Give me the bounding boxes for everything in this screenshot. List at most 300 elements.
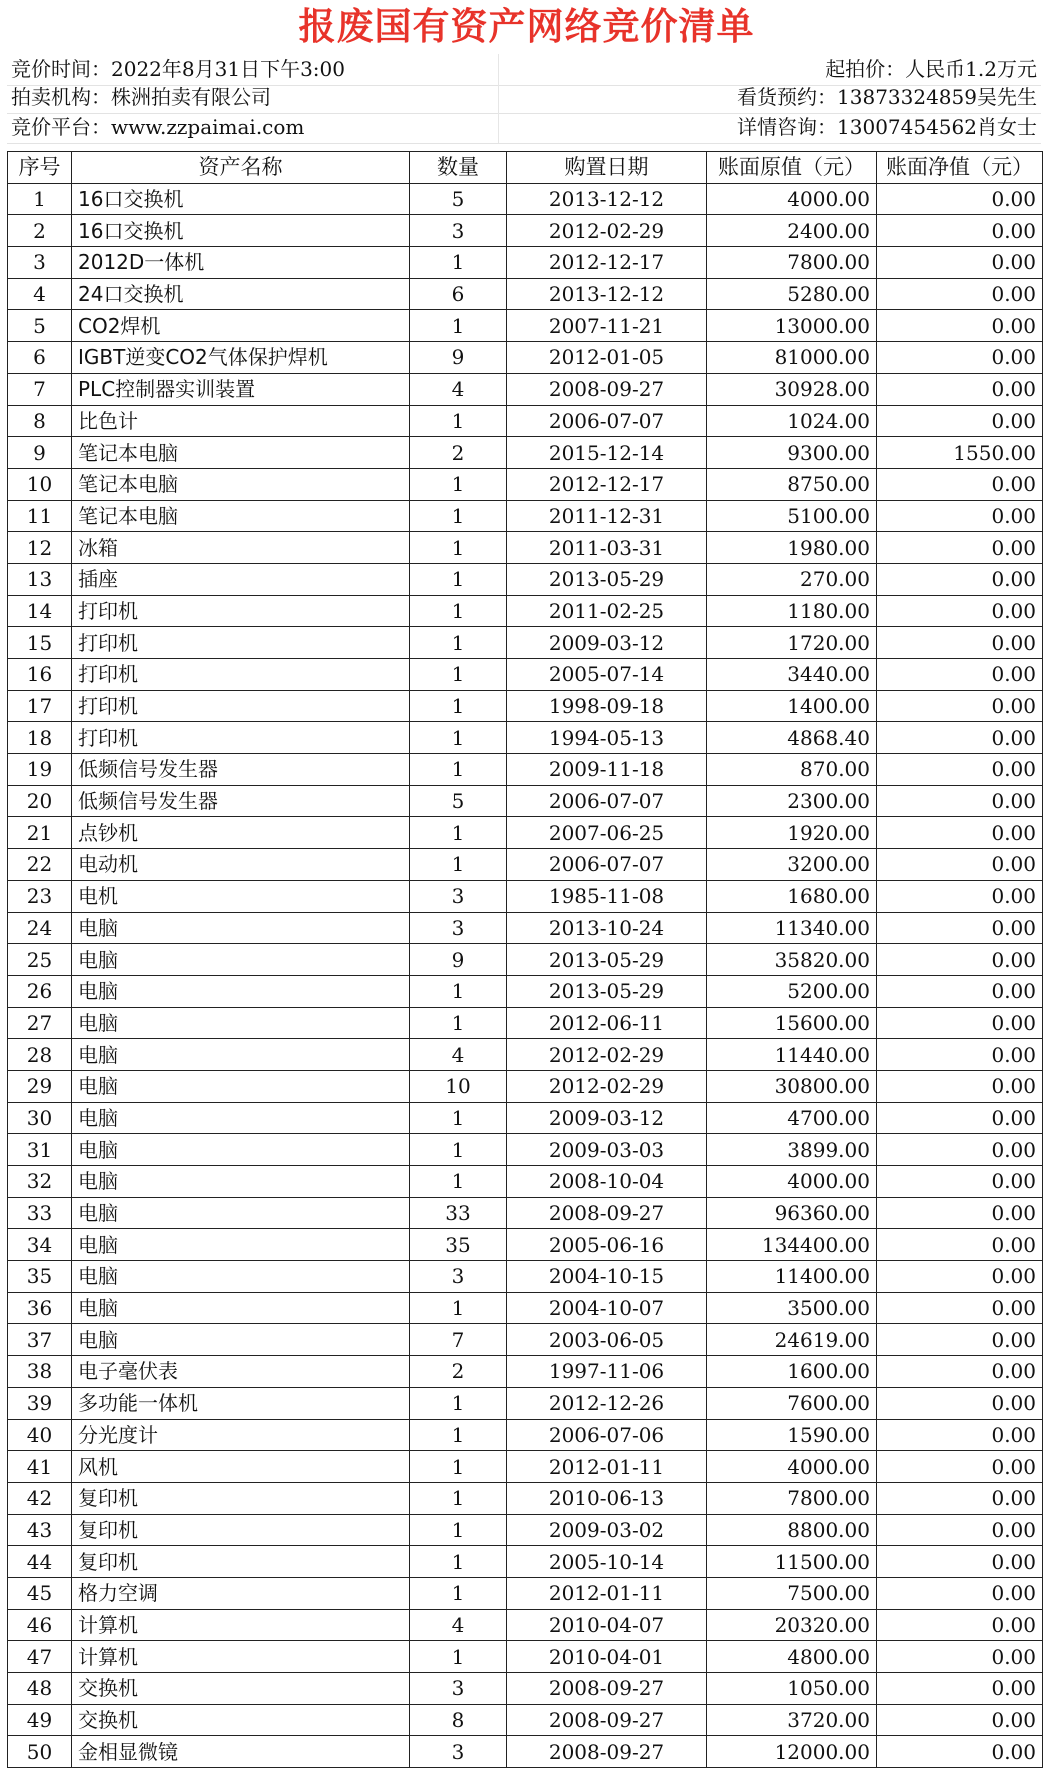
table-row: [8, 215, 1043, 247]
row-index-cell: 23: [8, 880, 72, 912]
quantity-cell: 2: [410, 1356, 507, 1388]
quantity-cell: 1: [410, 1166, 507, 1198]
quantity-cell: 1: [410, 1007, 507, 1039]
asset-name-cell: 16口交换机: [72, 215, 410, 247]
table-row: [8, 1609, 1043, 1641]
table-row: [8, 310, 1043, 342]
quantity-cell: 1: [410, 595, 507, 627]
table-row: [8, 659, 1043, 691]
net-value-cell: 0.00: [877, 627, 1043, 659]
purchase-date-cell: 1997-11-06: [507, 1356, 707, 1388]
purchase-date-cell: 2005-07-14: [507, 659, 707, 691]
asset-name-cell: 电脑: [72, 1007, 410, 1039]
info-divider: [498, 54, 499, 85]
original-value-cell: 30800.00: [707, 1070, 877, 1102]
net-value-cell: 0.00: [877, 912, 1043, 944]
asset-name-cell: 打印机: [72, 722, 410, 754]
net-value-cell: 0.00: [877, 1546, 1043, 1578]
quantity-cell: 35: [410, 1229, 507, 1261]
quantity-cell: 1: [410, 1292, 507, 1324]
original-value-cell: 35820.00: [707, 944, 877, 976]
purchase-date-cell: 2012-01-05: [507, 342, 707, 374]
table-row: [8, 1292, 1043, 1324]
net-value-cell: 0.00: [877, 975, 1043, 1007]
page-title: 报废国有资产网络竞价清单: [298, 5, 755, 48]
quantity-cell: 3: [410, 880, 507, 912]
asset-name-cell: 电脑: [72, 912, 410, 944]
table-row: [8, 1546, 1043, 1578]
net-value-cell: 0.00: [877, 1514, 1043, 1546]
net-value-cell: 0.00: [877, 659, 1043, 691]
net-value-cell: 0.00: [877, 722, 1043, 754]
quantity-cell: 1: [410, 1514, 507, 1546]
asset-name-cell: 电脑: [72, 1324, 410, 1356]
asset-name-cell: 电脑: [72, 1070, 410, 1102]
table-row: [8, 785, 1043, 817]
purchase-date-cell: 2008-09-27: [507, 1673, 707, 1705]
quantity-cell: 1: [410, 975, 507, 1007]
table-row: [8, 1324, 1043, 1356]
asset-name-cell: 打印机: [72, 627, 410, 659]
auction-time: 竞价时间：2022年8月31日下午3:00: [11, 57, 345, 81]
quantity-cell: 1: [410, 690, 507, 722]
quantity-cell: 1: [410, 310, 507, 342]
asset-name-cell: 冰箱: [72, 532, 410, 564]
asset-name-cell: 笔记本电脑: [72, 468, 410, 500]
original-value-cell: 11500.00: [707, 1546, 877, 1578]
net-value-cell: 0.00: [877, 342, 1043, 374]
table-row: [8, 1261, 1043, 1293]
net-value-cell: 0.00: [877, 1102, 1043, 1134]
original-value-cell: 4000.00: [707, 183, 877, 215]
quantity-cell: 1: [410, 817, 507, 849]
row-index-cell: 11: [8, 500, 72, 532]
net-value-cell: 0.00: [877, 1134, 1043, 1166]
row-index-cell: 3: [8, 247, 72, 279]
table-row: [8, 754, 1043, 786]
purchase-date-cell: 2013-12-12: [507, 278, 707, 310]
net-value-cell: 0.00: [877, 754, 1043, 786]
net-value-cell: 0.00: [877, 468, 1043, 500]
row-index-cell: 7: [8, 373, 72, 405]
net-value-cell: 0.00: [877, 1007, 1043, 1039]
asset-name-cell: 交换机: [72, 1704, 410, 1736]
quantity-cell: 10: [410, 1070, 507, 1102]
asset-name-cell: 电脑: [72, 1166, 410, 1198]
original-value-cell: 1920.00: [707, 817, 877, 849]
purchase-date-cell: 1994-05-13: [507, 722, 707, 754]
purchase-date-cell: 1998-09-18: [507, 690, 707, 722]
original-value-cell: 4700.00: [707, 1102, 877, 1134]
asset-name-cell: 打印机: [72, 595, 410, 627]
asset-name-cell: 笔记本电脑: [72, 500, 410, 532]
header-asset-name: 资产名称: [72, 152, 410, 184]
original-value-cell: 13000.00: [707, 310, 877, 342]
quantity-cell: 5: [410, 785, 507, 817]
asset-name-cell: 交换机: [72, 1673, 410, 1705]
row-index-cell: 24: [8, 912, 72, 944]
table-row: [8, 627, 1043, 659]
purchase-date-cell: 2013-12-12: [507, 183, 707, 215]
table-row: [8, 247, 1043, 279]
original-value-cell: 1050.00: [707, 1673, 877, 1705]
net-value-cell: 0.00: [877, 500, 1043, 532]
purchase-date-cell: 2004-10-07: [507, 1292, 707, 1324]
quantity-cell: 3: [410, 912, 507, 944]
row-index-cell: 38: [8, 1356, 72, 1388]
net-value-cell: 0.00: [877, 1070, 1043, 1102]
purchase-date-cell: 2008-09-27: [507, 1704, 707, 1736]
purchase-date-cell: 2009-03-12: [507, 1102, 707, 1134]
net-value-cell: 0.00: [877, 1736, 1043, 1768]
net-value-cell: 0.00: [877, 1419, 1043, 1451]
original-value-cell: 8750.00: [707, 468, 877, 500]
table-row: [8, 563, 1043, 595]
purchase-date-cell: 2008-10-04: [507, 1166, 707, 1198]
table-row: [8, 1007, 1043, 1039]
quantity-cell: 1: [410, 1451, 507, 1483]
header-net-value: 账面净值（元）: [877, 152, 1043, 184]
table-row: [8, 1070, 1043, 1102]
net-value-cell: 0.00: [877, 183, 1043, 215]
purchase-date-cell: 2012-01-11: [507, 1577, 707, 1609]
row-index-cell: 14: [8, 595, 72, 627]
table-row: [8, 1134, 1043, 1166]
net-value-cell: 0.00: [877, 785, 1043, 817]
original-value-cell: 1024.00: [707, 405, 877, 437]
original-value-cell: 2400.00: [707, 215, 877, 247]
quantity-cell: 1: [410, 1482, 507, 1514]
asset-name-cell: 计算机: [72, 1641, 410, 1673]
info-divider: [498, 112, 499, 143]
original-value-cell: 15600.00: [707, 1007, 877, 1039]
quantity-cell: 1: [410, 722, 507, 754]
original-value-cell: 3440.00: [707, 659, 877, 691]
purchase-date-cell: 2003-06-05: [507, 1324, 707, 1356]
asset-name-cell: CO2焊机: [72, 310, 410, 342]
row-index-cell: 13: [8, 563, 72, 595]
purchase-date-cell: 2012-12-17: [507, 247, 707, 279]
row-index-cell: 26: [8, 975, 72, 1007]
row-index-cell: 41: [8, 1451, 72, 1483]
asset-name-cell: 复印机: [72, 1482, 410, 1514]
header-quantity: 数量: [410, 152, 507, 184]
row-index-cell: 36: [8, 1292, 72, 1324]
purchase-date-cell: 2012-12-17: [507, 468, 707, 500]
bidding-platform: 竞价平台：www.zzpaimai.com: [11, 115, 305, 139]
inquiry-contact: 详情咨询：13007454562肖女士: [737, 115, 1037, 139]
original-value-cell: 7600.00: [707, 1387, 877, 1419]
row-index-cell: 44: [8, 1546, 72, 1578]
asset-name-cell: 点钞机: [72, 817, 410, 849]
table-row: [8, 437, 1043, 469]
row-index-cell: 6: [8, 342, 72, 374]
purchase-date-cell: 2013-05-29: [507, 944, 707, 976]
original-value-cell: 4800.00: [707, 1641, 877, 1673]
original-value-cell: 5280.00: [707, 278, 877, 310]
table-row: [8, 1356, 1043, 1388]
purchase-date-cell: 2005-06-16: [507, 1229, 707, 1261]
original-value-cell: 12000.00: [707, 1736, 877, 1768]
row-index-cell: 40: [8, 1419, 72, 1451]
table-row: [8, 975, 1043, 1007]
asset-name-cell: 电脑: [72, 1229, 410, 1261]
net-value-cell: 0.00: [877, 690, 1043, 722]
row-index-cell: 33: [8, 1197, 72, 1229]
quantity-cell: 9: [410, 944, 507, 976]
row-index-cell: 48: [8, 1673, 72, 1705]
quantity-cell: 4: [410, 373, 507, 405]
purchase-date-cell: 2011-02-25: [507, 595, 707, 627]
table-row: [8, 183, 1043, 215]
net-value-cell: 0.00: [877, 1387, 1043, 1419]
original-value-cell: 1980.00: [707, 532, 877, 564]
net-value-cell: 0.00: [877, 817, 1043, 849]
row-index-cell: 39: [8, 1387, 72, 1419]
net-value-cell: 0.00: [877, 1166, 1043, 1198]
row-index-cell: 32: [8, 1166, 72, 1198]
row-index-cell: 25: [8, 944, 72, 976]
quantity-cell: 33: [410, 1197, 507, 1229]
row-index-cell: 47: [8, 1641, 72, 1673]
header-index: 序号: [8, 152, 72, 184]
row-index-cell: 1: [8, 183, 72, 215]
net-value-cell: 0.00: [877, 880, 1043, 912]
info-row-2: [7, 82, 1041, 114]
quantity-cell: 8: [410, 1704, 507, 1736]
net-value-cell: 0.00: [877, 1292, 1043, 1324]
asset-name-cell: 电脑: [72, 944, 410, 976]
asset-name-cell: PLC控制器实训装置: [72, 373, 410, 405]
asset-name-cell: 电子毫伏表: [72, 1356, 410, 1388]
quantity-cell: 1: [410, 563, 507, 595]
purchase-date-cell: 2011-12-31: [507, 500, 707, 532]
net-value-cell: 0.00: [877, 1609, 1043, 1641]
original-value-cell: 2300.00: [707, 785, 877, 817]
asset-name-cell: 打印机: [72, 659, 410, 691]
row-index-cell: 20: [8, 785, 72, 817]
quantity-cell: 1: [410, 1419, 507, 1451]
row-index-cell: 2: [8, 215, 72, 247]
net-value-cell: 0.00: [877, 532, 1043, 564]
purchase-date-cell: 2005-10-14: [507, 1546, 707, 1578]
original-value-cell: 7800.00: [707, 247, 877, 279]
quantity-cell: 1: [410, 1641, 507, 1673]
net-value-cell: 0.00: [877, 310, 1043, 342]
table-row: [8, 1482, 1043, 1514]
quantity-cell: 1: [410, 659, 507, 691]
net-value-cell: 0.00: [877, 1482, 1043, 1514]
purchase-date-cell: 2012-02-29: [507, 215, 707, 247]
row-index-cell: 46: [8, 1609, 72, 1641]
asset-name-cell: 计算机: [72, 1609, 410, 1641]
table-row: [8, 880, 1043, 912]
original-value-cell: 4000.00: [707, 1451, 877, 1483]
original-value-cell: 11440.00: [707, 1039, 877, 1071]
purchase-date-cell: 2004-10-15: [507, 1261, 707, 1293]
quantity-cell: 1: [410, 500, 507, 532]
purchase-date-cell: 2012-01-11: [507, 1451, 707, 1483]
original-value-cell: 134400.00: [707, 1229, 877, 1261]
table-row: [8, 690, 1043, 722]
purchase-date-cell: 2009-03-03: [507, 1134, 707, 1166]
purchase-date-cell: 2007-11-21: [507, 310, 707, 342]
header-purchase-date: 购置日期: [507, 152, 707, 184]
row-index-cell: 28: [8, 1039, 72, 1071]
asset-name-cell: 分光度计: [72, 1419, 410, 1451]
table-row: [8, 912, 1043, 944]
quantity-cell: 1: [410, 247, 507, 279]
asset-name-cell: 电脑: [72, 1261, 410, 1293]
purchase-date-cell: 2012-02-29: [507, 1039, 707, 1071]
asset-name-cell: 插座: [72, 563, 410, 595]
row-index-cell: 17: [8, 690, 72, 722]
purchase-date-cell: 2006-07-07: [507, 785, 707, 817]
asset-name-cell: 复印机: [72, 1546, 410, 1578]
quantity-cell: 1: [410, 532, 507, 564]
asset-name-cell: 比色计: [72, 405, 410, 437]
row-index-cell: 10: [8, 468, 72, 500]
net-value-cell: 0.00: [877, 373, 1043, 405]
quantity-cell: 3: [410, 1673, 507, 1705]
net-value-cell: 0.00: [877, 1577, 1043, 1609]
row-index-cell: 31: [8, 1134, 72, 1166]
purchase-date-cell: 2006-07-07: [507, 849, 707, 881]
table-row: [8, 849, 1043, 881]
net-value-cell: 0.00: [877, 563, 1043, 595]
asset-name-cell: 格力空调: [72, 1577, 410, 1609]
original-value-cell: 3200.00: [707, 849, 877, 881]
purchase-date-cell: 2012-12-26: [507, 1387, 707, 1419]
original-value-cell: 5100.00: [707, 500, 877, 532]
purchase-date-cell: 2008-09-27: [507, 1197, 707, 1229]
asset-name-cell: 电脑: [72, 1292, 410, 1324]
asset-name-cell: 电脑: [72, 975, 410, 1007]
row-index-cell: 4: [8, 278, 72, 310]
original-value-cell: 1400.00: [707, 690, 877, 722]
table-row: [8, 1736, 1043, 1768]
table-row: [8, 278, 1043, 310]
row-index-cell: 29: [8, 1070, 72, 1102]
table-row: [8, 373, 1043, 405]
asset-name-cell: 电脑: [72, 1197, 410, 1229]
table-row: [8, 532, 1043, 564]
original-value-cell: 7500.00: [707, 1577, 877, 1609]
original-value-cell: 24619.00: [707, 1324, 877, 1356]
table-row: [8, 1577, 1043, 1609]
original-value-cell: 4868.40: [707, 722, 877, 754]
purchase-date-cell: 2006-07-06: [507, 1419, 707, 1451]
purchase-date-cell: 2009-03-12: [507, 627, 707, 659]
auction-house: 拍卖机构：株洲拍卖有限公司: [11, 85, 271, 109]
purchase-date-cell: 2011-03-31: [507, 532, 707, 564]
row-index-cell: 15: [8, 627, 72, 659]
net-value-cell: 0.00: [877, 1641, 1043, 1673]
table-row: [8, 1387, 1043, 1419]
purchase-date-cell: 2007-06-25: [507, 817, 707, 849]
original-value-cell: 96360.00: [707, 1197, 877, 1229]
original-value-cell: 5200.00: [707, 975, 877, 1007]
net-value-cell: 0.00: [877, 1673, 1043, 1705]
original-value-cell: 1590.00: [707, 1419, 877, 1451]
quantity-cell: 3: [410, 1736, 507, 1768]
asset-name-cell: 金相显微镜: [72, 1736, 410, 1768]
table-row: [8, 944, 1043, 976]
quantity-cell: 3: [410, 1261, 507, 1293]
table-row: [8, 1419, 1043, 1451]
table-row: [8, 1166, 1043, 1198]
row-index-cell: 9: [8, 437, 72, 469]
viewing-appointment: 看货预约：13873324859吴先生: [737, 85, 1037, 109]
table-row: [8, 1102, 1043, 1134]
row-index-cell: 21: [8, 817, 72, 849]
quantity-cell: 1: [410, 627, 507, 659]
original-value-cell: 1680.00: [707, 880, 877, 912]
net-value-cell: 0.00: [877, 278, 1043, 310]
table-row: [8, 1197, 1043, 1229]
quantity-cell: 1: [410, 1387, 507, 1419]
purchase-date-cell: 1985-11-08: [507, 880, 707, 912]
original-value-cell: 11400.00: [707, 1261, 877, 1293]
info-divider: [498, 82, 499, 113]
net-value-cell: 0.00: [877, 1704, 1043, 1736]
table-row: [8, 1229, 1043, 1261]
purchase-date-cell: 2013-05-29: [507, 975, 707, 1007]
purchase-date-cell: 2010-04-07: [507, 1609, 707, 1641]
net-value-cell: 1550.00: [877, 437, 1043, 469]
quantity-cell: 6: [410, 278, 507, 310]
asset-name-cell: 打印机: [72, 690, 410, 722]
quantity-cell: 2: [410, 437, 507, 469]
quantity-cell: 1: [410, 1577, 507, 1609]
quantity-cell: 5: [410, 183, 507, 215]
asset-name-cell: IGBT逆变CO2气体保护焊机: [72, 342, 410, 374]
table-row: [8, 1451, 1043, 1483]
net-value-cell: 0.00: [877, 1197, 1043, 1229]
row-index-cell: 45: [8, 1577, 72, 1609]
row-index-cell: 37: [8, 1324, 72, 1356]
row-index-cell: 18: [8, 722, 72, 754]
row-index-cell: 8: [8, 405, 72, 437]
quantity-cell: 1: [410, 754, 507, 786]
table-row: [8, 1039, 1043, 1071]
net-value-cell: 0.00: [877, 944, 1043, 976]
table-row: [8, 468, 1043, 500]
quantity-cell: 7: [410, 1324, 507, 1356]
original-value-cell: 1600.00: [707, 1356, 877, 1388]
purchase-date-cell: 2015-12-14: [507, 437, 707, 469]
original-value-cell: 1180.00: [707, 595, 877, 627]
row-index-cell: 19: [8, 754, 72, 786]
purchase-date-cell: 2012-06-11: [507, 1007, 707, 1039]
net-value-cell: 0.00: [877, 247, 1043, 279]
table-row: [8, 342, 1043, 374]
original-value-cell: 270.00: [707, 563, 877, 595]
net-value-cell: 0.00: [877, 405, 1043, 437]
row-index-cell: 27: [8, 1007, 72, 1039]
original-value-cell: 1720.00: [707, 627, 877, 659]
row-index-cell: 34: [8, 1229, 72, 1261]
purchase-date-cell: 2009-03-02: [507, 1514, 707, 1546]
quantity-cell: 1: [410, 1134, 507, 1166]
table-row: [8, 1641, 1043, 1673]
asset-name-cell: 低频信号发生器: [72, 785, 410, 817]
asset-name-cell: 16口交换机: [72, 183, 410, 215]
table-header-row: [8, 152, 1043, 184]
original-value-cell: 3899.00: [707, 1134, 877, 1166]
row-index-cell: 49: [8, 1704, 72, 1736]
row-index-cell: 16: [8, 659, 72, 691]
